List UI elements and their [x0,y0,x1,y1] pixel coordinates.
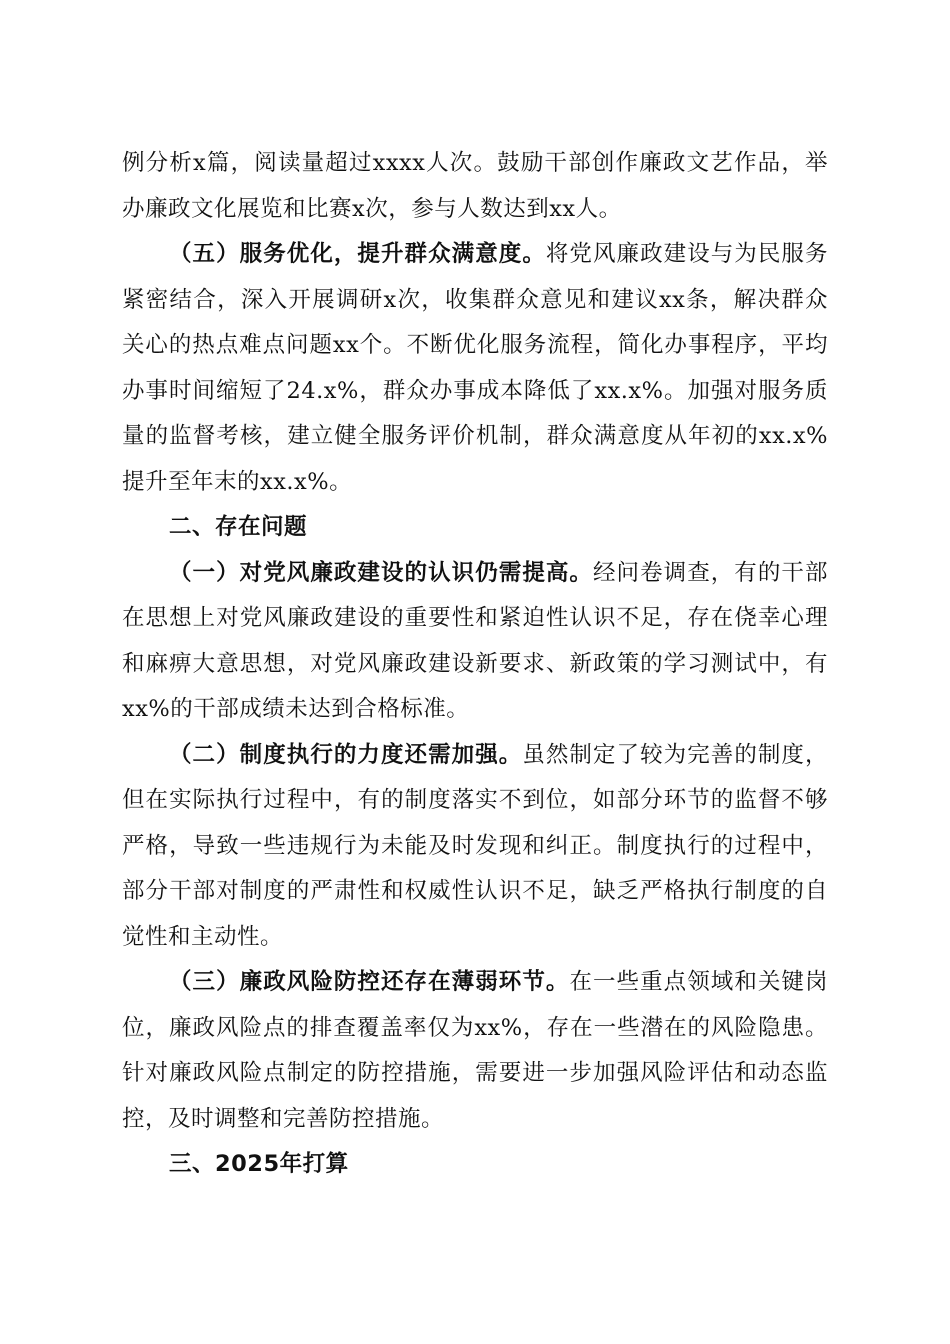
paragraph-lead: （五）服务优化，提升群众满意度。 [169,241,546,267]
section-heading-plans: 三、2025年打算 [169,1151,349,1177]
paragraph-text: 虽然制定了较为完善的制度，但在实际执行过程中，有的制度落实不到位，如部分环节的监督不够严格，导致一些违规行为未能及时发现和纠正。制度执行的过程中，部分干部对制度的严肃性和权威性认识不足，缺乏严格执行制度的自觉性和主动性。 [122,741,828,950]
paragraph-lead: （一）对党风廉政建设的认识仍需提高。 [169,559,593,586]
section-heading-problems: 二、存在问题 [169,514,308,540]
paragraph-problem-1 [122,551,828,733]
paragraph-lead: （三）廉政风险防控还存在薄弱环节。 [169,969,570,995]
paragraph-text: 经问卷调查，有的干部在思想上对党风廉政建设的重要性和紧迫性认识不足，存在侥幸心理和麻痹大意思想，对党风廉政建设新要求、新政策的学习测试中，有xx%的干部成绩未达到合格标准。 [122,559,828,722]
paragraph-text: 例分析x篇，阅读量超过xxxx人次。鼓励干部创作廉政文艺作品，举办廉政文化展览和比赛x次，参与人数达到xx人。 [122,150,828,222]
document-body [122,141,828,1188]
paragraph-service-optimization [122,232,828,505]
paragraph-problem-3 [122,960,828,1142]
paragraph-problem-2 [122,733,828,961]
paragraph-text: 将党风廉政建设与为民服务紧密结合，深入开展调研x次，收集群众意见和建议xx条，解决群众关心的热点难点问题xx个。不断优化服务流程，简化办事程序，平均办事时间缩短了24.x%，群众办事成本降低了xx.x%。加强对服务质量的监督考核，建立健全服务评价机制，群众满意度从年初的xx.x%提升至年末的xx.x%。 [122,241,828,495]
paragraph-text: 在一些重点领域和关键岗位，廉政风险点的排查覆盖率仅为xx%，存在一些潜在的风险隐患。针对廉政风险点制定的防控措施，需要进一步加强风险评估和动态监控，及时调整和完善防控措施。 [122,969,828,1132]
paragraph-lead: （二）制度执行的力度还需加强。 [169,741,523,768]
paragraph-continuation [122,141,828,232]
